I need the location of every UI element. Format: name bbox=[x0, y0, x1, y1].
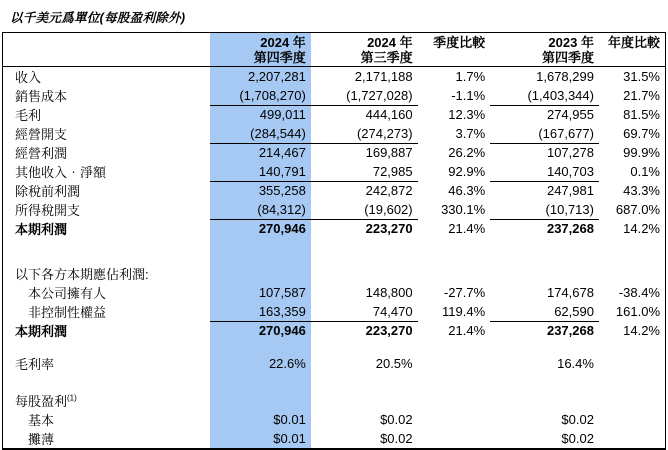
column-header-2024-q4 bbox=[210, 33, 311, 67]
header-row bbox=[3, 33, 666, 67]
spacer-cell-2023-q4 bbox=[490, 238, 599, 264]
spacer-cell-row-label bbox=[3, 373, 211, 391]
cell-2023-q4: 62,590 bbox=[490, 302, 599, 321]
cell-qoq-change: 26.2% bbox=[448, 145, 486, 160]
cell-yoy-change bbox=[599, 264, 666, 283]
cell-yoy-change bbox=[599, 429, 666, 449]
cell-yoy-change: 14.2% bbox=[623, 323, 660, 338]
cell-2023-q4: $0.02 bbox=[561, 412, 594, 427]
row-label: 銷售成本 bbox=[15, 89, 68, 104]
cell-yoy-change: 161.0% bbox=[615, 304, 660, 319]
spacer-cell-row-label bbox=[3, 340, 211, 354]
spacer-cell-yoy-change bbox=[599, 238, 666, 264]
table-row bbox=[3, 429, 666, 449]
footnote-marker: (1) bbox=[67, 393, 77, 403]
row-label: 經營利潤 bbox=[15, 146, 68, 161]
cell-2024-q3: 20.5% bbox=[375, 356, 413, 371]
cell-qoq-change: -1.1% bbox=[451, 88, 486, 103]
cell-2024-q4: (1,708,270) bbox=[210, 86, 311, 105]
cell-yoy-change: -38.4% bbox=[618, 285, 660, 300]
cell-2024-q3: 444,160 bbox=[365, 107, 413, 123]
table-body bbox=[3, 67, 666, 450]
header-line-2: 第四季度 bbox=[541, 50, 594, 65]
table-header bbox=[3, 33, 666, 67]
cell-2023-q4: 247,981 bbox=[546, 183, 594, 199]
cell-qoq-change: 92.9% bbox=[448, 164, 486, 179]
cell-2024-q3: 148,800 bbox=[365, 285, 413, 300]
cell-2024-q4: 22.6% bbox=[210, 354, 311, 373]
table-row bbox=[3, 200, 666, 219]
column-header-qoq-change bbox=[418, 33, 491, 67]
table-row bbox=[3, 67, 666, 87]
cell-2024-q3: (19,602) bbox=[311, 200, 418, 219]
cell-2024-q4: 355,258 bbox=[210, 181, 311, 200]
cell-2024-q3: 242,872 bbox=[365, 183, 413, 199]
table-row bbox=[3, 283, 666, 302]
cell-2024-q4: 2,207,281 bbox=[210, 67, 311, 87]
table-row bbox=[3, 219, 666, 238]
cell-2024-q4: $0.01 bbox=[210, 429, 311, 449]
cell-qoq-change: 119.4% bbox=[442, 304, 486, 319]
cell-2024-q3: 223,270 bbox=[365, 221, 413, 237]
cell-2023-q4: 1,678,299 bbox=[536, 69, 594, 84]
cell-2024-q4: 270,946 bbox=[210, 321, 311, 340]
spacer-cell-2024-q3 bbox=[311, 340, 418, 354]
cell-yoy-change: 31.5% bbox=[623, 69, 660, 84]
cell-yoy-change bbox=[599, 391, 666, 410]
row-label: 所得稅開支 bbox=[15, 203, 81, 218]
cell-qoq-change bbox=[418, 354, 491, 373]
cell-qoq-change bbox=[418, 264, 491, 283]
cell-2024-q3: $0.02 bbox=[380, 431, 413, 446]
cell-2024-q4: 140,791 bbox=[210, 162, 311, 181]
cell-yoy-change bbox=[599, 354, 666, 373]
cell-yoy-change: 99.9% bbox=[623, 145, 660, 160]
spacer-cell-2023-q4 bbox=[490, 340, 599, 354]
cell-qoq-change: 46.3% bbox=[448, 183, 486, 198]
cell-2023-q4: 16.4% bbox=[557, 356, 594, 371]
row-label: 攤薄 bbox=[28, 432, 55, 447]
cell-2024-q3: 72,985 bbox=[311, 162, 418, 181]
units-note-title: 以千美元爲單位(每股盈利除外) bbox=[10, 11, 186, 25]
row-label: 毛利 bbox=[15, 108, 42, 123]
spacer-row bbox=[3, 340, 666, 354]
spacer-cell-2024-q4 bbox=[210, 238, 311, 264]
column-header-yoy-change bbox=[599, 33, 666, 67]
cell-yoy-change: 0.1% bbox=[630, 164, 660, 179]
spacer-cell-2024-q3 bbox=[311, 373, 418, 391]
cell-2024-q3: 223,270 bbox=[365, 323, 413, 339]
header-line-2: 第四季度 bbox=[253, 50, 306, 65]
spacer-cell-2024-q4 bbox=[210, 373, 311, 391]
cell-qoq-change: 21.4% bbox=[448, 323, 486, 338]
cell-2024-q4: (84,312) bbox=[210, 200, 311, 219]
table-row bbox=[3, 354, 666, 373]
row-label: 每股盈利$^{(1)}$ bbox=[15, 393, 77, 409]
cell-2023-q4: (167,677) bbox=[490, 124, 599, 143]
cell-yoy-change bbox=[599, 410, 666, 429]
table-row bbox=[3, 86, 666, 105]
cell-2024-q3: 169,887 bbox=[365, 145, 413, 161]
row-label: 除稅前利潤 bbox=[15, 184, 81, 199]
header-line-1: 2023 年 bbox=[548, 35, 594, 50]
cell-2023-q4: (10,713) bbox=[490, 200, 599, 219]
cell-yoy-change: 43.3% bbox=[623, 183, 660, 198]
cell-2024-q4: $0.01 bbox=[210, 410, 311, 429]
header-line-2: 第三季度 bbox=[360, 50, 413, 65]
table-row bbox=[3, 181, 666, 200]
cell-2023-q4: 140,703 bbox=[490, 162, 599, 181]
header-line-1: 2024 年 bbox=[367, 35, 413, 50]
cell-2024-q4 bbox=[210, 391, 311, 410]
row-label: 收入 bbox=[15, 70, 42, 85]
row-label: 其他收入‧淨額 bbox=[15, 165, 107, 180]
header-line-1: 季度比較 bbox=[433, 35, 486, 50]
cell-2023-q4 bbox=[490, 264, 599, 283]
spacer-row bbox=[3, 373, 666, 391]
cell-2024-q3: 2,171,188 bbox=[354, 69, 413, 84]
row-label: 基本 bbox=[28, 413, 55, 428]
cell-qoq-change: 21.4% bbox=[448, 221, 486, 236]
cell-qoq-change bbox=[418, 429, 491, 449]
table-row bbox=[3, 124, 666, 143]
cell-2023-q4: 107,278 bbox=[546, 145, 594, 161]
spacer-cell-row-label bbox=[3, 238, 211, 264]
cell-2024-q3 bbox=[311, 264, 418, 283]
cell-qoq-change bbox=[418, 410, 491, 429]
table-row bbox=[3, 143, 666, 162]
cell-yoy-change: 81.5% bbox=[623, 107, 660, 122]
spacer-cell-2023-q4 bbox=[490, 373, 599, 391]
column-header-row-label bbox=[3, 33, 211, 67]
spacer-cell-yoy-change bbox=[599, 340, 666, 354]
header-line-1: 年度比較 bbox=[607, 35, 660, 50]
spacer-cell-2024-q3 bbox=[311, 238, 418, 264]
cell-qoq-change bbox=[418, 391, 491, 410]
cell-2024-q3: (274,273) bbox=[311, 124, 418, 143]
cell-2023-q4 bbox=[490, 391, 599, 410]
cell-2024-q3: (1,727,028) bbox=[311, 86, 418, 105]
quarterly-financials-table bbox=[2, 32, 666, 450]
column-header-2024-q3 bbox=[311, 33, 418, 67]
cell-2024-q3: 74,470 bbox=[311, 302, 418, 321]
spacer-row bbox=[3, 238, 666, 264]
cell-2024-q4: 163,359 bbox=[210, 302, 311, 321]
cell-2024-q4: 214,467 bbox=[210, 143, 311, 162]
cell-2024-q4: 270,946 bbox=[210, 219, 311, 238]
cell-2024-q4: 499,011 bbox=[210, 105, 311, 124]
cell-2023-q4: 237,268 bbox=[546, 221, 594, 237]
cell-2024-q4: 107,587 bbox=[210, 283, 311, 302]
spacer-cell-2024-q4 bbox=[210, 340, 311, 354]
cell-qoq-change: 3.7% bbox=[455, 126, 486, 141]
row-label: 本期利潤 bbox=[15, 324, 68, 339]
table-row bbox=[3, 105, 666, 124]
row-label: 經營開支 bbox=[15, 127, 68, 142]
spacer-cell-qoq-change bbox=[418, 373, 491, 391]
cell-qoq-change: 12.3% bbox=[448, 107, 486, 122]
cell-2023-q4: 274,955 bbox=[546, 107, 594, 123]
cell-2024-q3 bbox=[311, 391, 418, 410]
table-row bbox=[3, 162, 666, 181]
row-label: 毛利率 bbox=[15, 357, 55, 372]
cell-qoq-change: 330.1% bbox=[441, 202, 486, 217]
cell-2024-q4: (284,544) bbox=[210, 124, 311, 143]
spacer-cell-yoy-change bbox=[599, 373, 666, 391]
cell-2024-q3: $0.02 bbox=[380, 412, 413, 427]
table-row bbox=[3, 264, 666, 283]
row-label: 非控制性權益 bbox=[28, 305, 107, 320]
cell-2023-q4: 174,678 bbox=[546, 285, 594, 300]
cell-yoy-change: 21.7% bbox=[623, 88, 660, 103]
cell-2023-q4: $0.02 bbox=[561, 431, 594, 446]
cell-qoq-change: -27.7% bbox=[443, 285, 486, 300]
table-row bbox=[3, 410, 666, 429]
cell-qoq-change: 1.7% bbox=[455, 69, 486, 84]
table-row bbox=[3, 321, 666, 340]
spacer-cell-qoq-change bbox=[418, 238, 491, 264]
cell-2023-q4: 237,268 bbox=[546, 323, 594, 339]
cell-yoy-change: 14.2% bbox=[623, 221, 660, 236]
cell-2023-q4: (1,403,344) bbox=[490, 86, 599, 105]
cell-yoy-change: 687.0% bbox=[615, 202, 660, 217]
table-row bbox=[3, 391, 666, 410]
header-line-1: 2024 年 bbox=[260, 35, 306, 50]
cell-2024-q4 bbox=[210, 264, 311, 283]
table-row bbox=[3, 302, 666, 321]
row-label: 本期利潤 bbox=[15, 222, 68, 237]
column-header-2023-q4 bbox=[490, 33, 599, 67]
cell-yoy-change: 69.7% bbox=[623, 126, 660, 141]
row-label: 本公司擁有人 bbox=[28, 286, 107, 301]
spacer-cell-qoq-change bbox=[418, 340, 491, 354]
row-label: 以下各方本期應佔利潤: bbox=[15, 267, 149, 282]
